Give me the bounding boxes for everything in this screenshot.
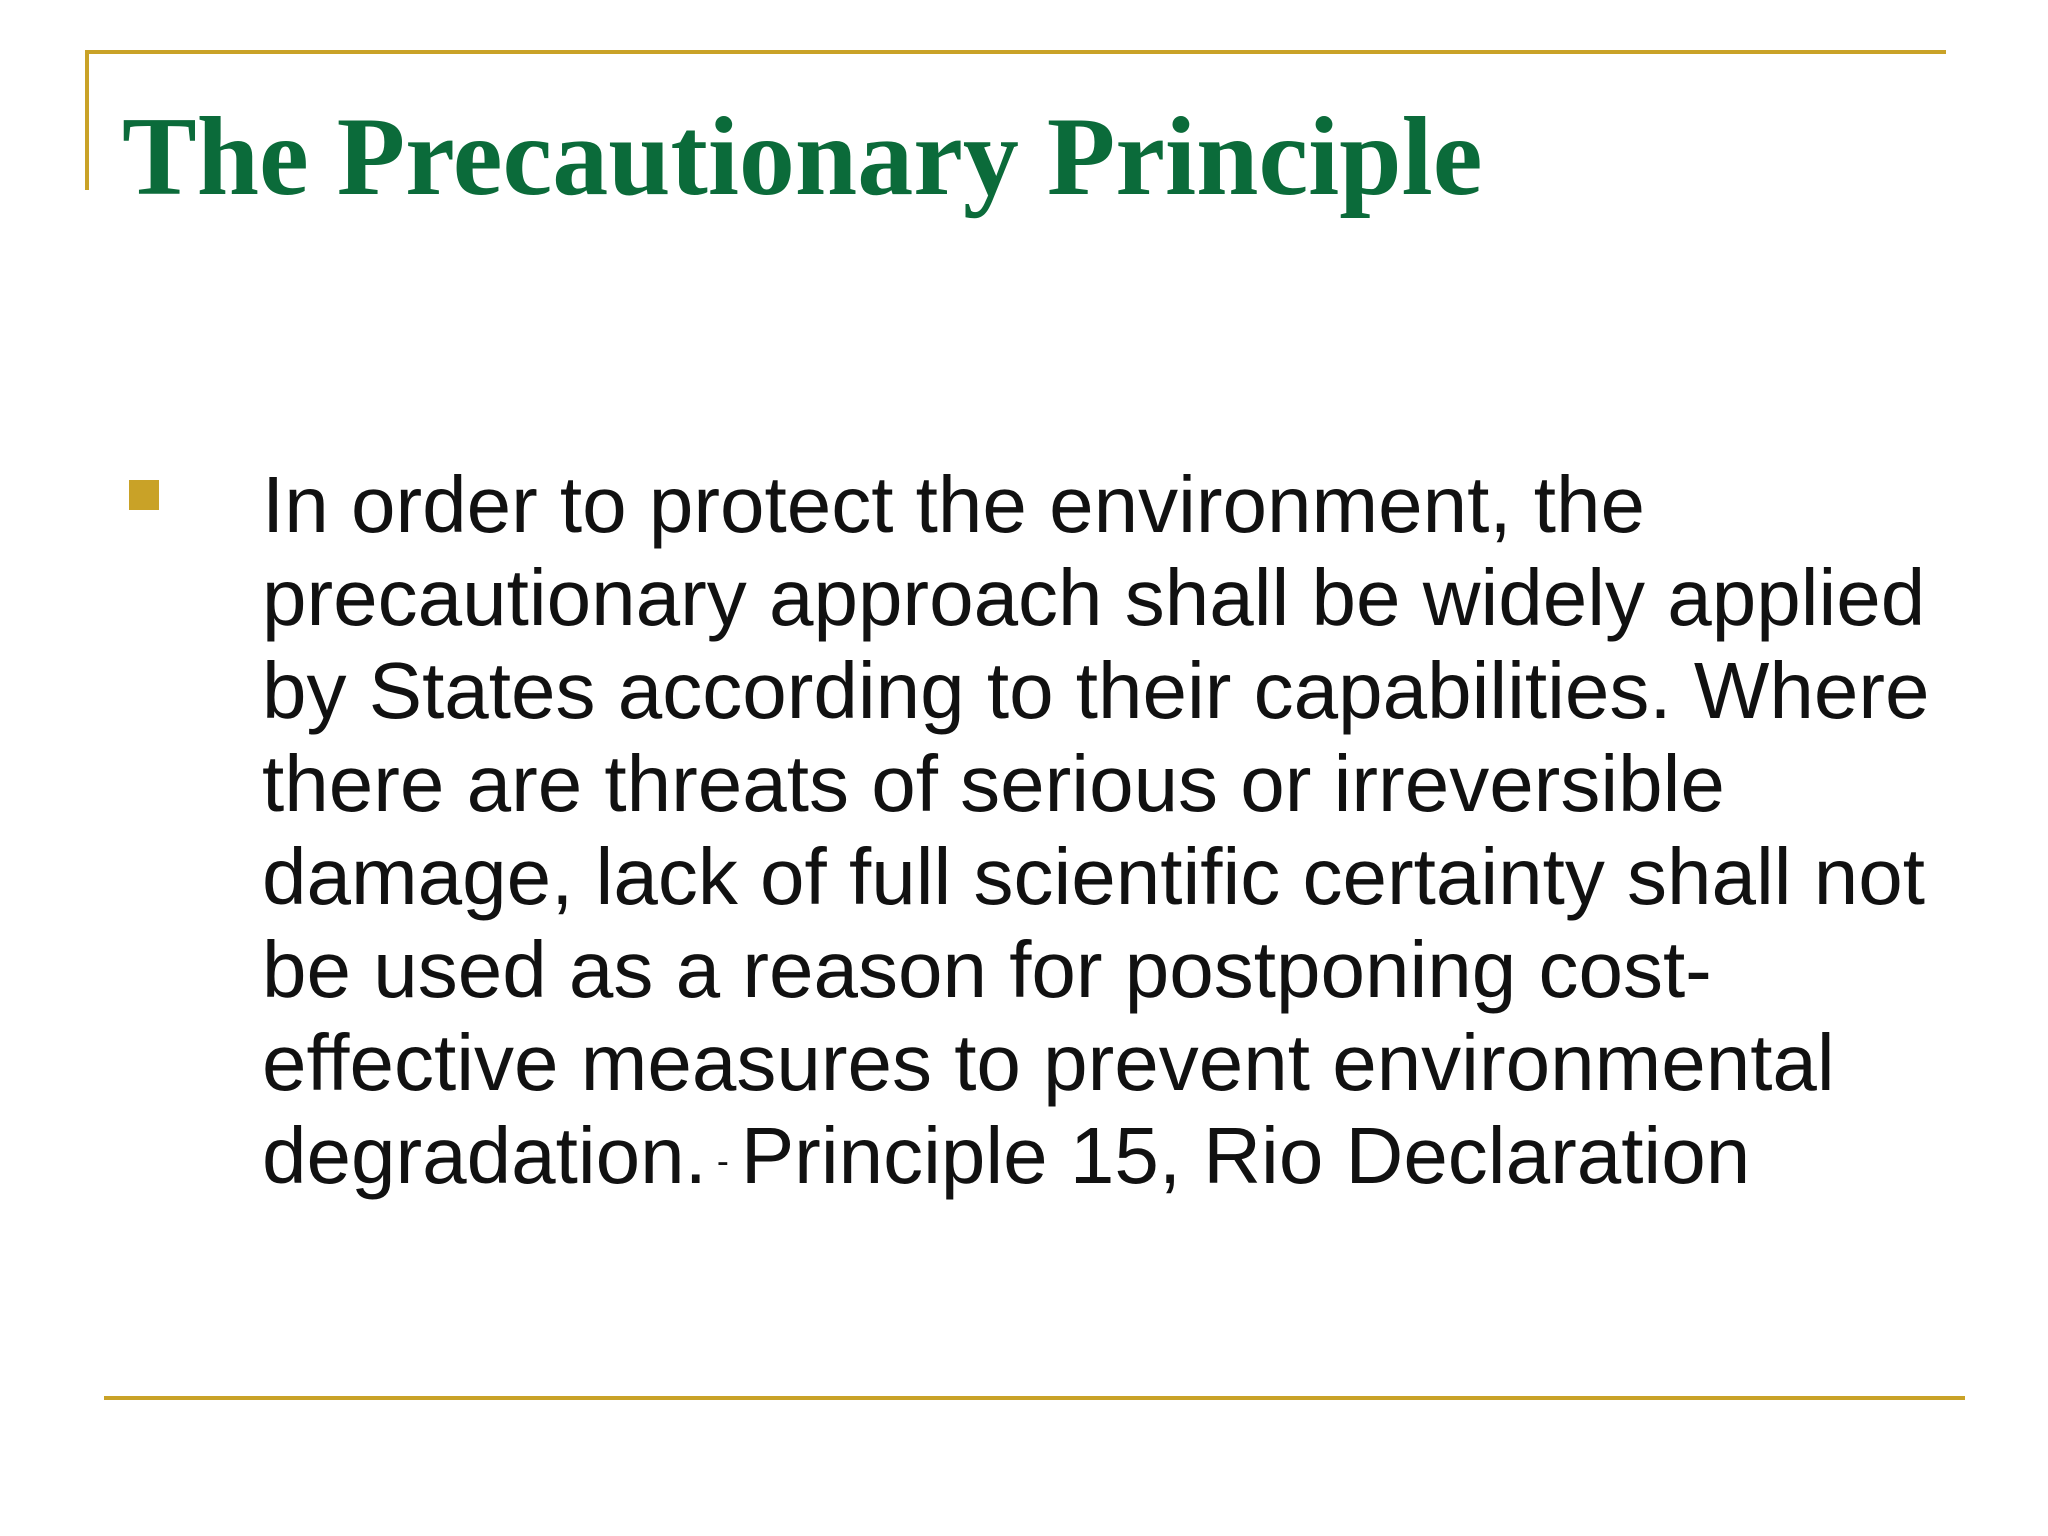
bullet-text xyxy=(262,458,2002,1217)
slide-title: The Precautionary Principle xyxy=(122,95,1483,219)
attribution-dash: - xyxy=(716,1140,729,1181)
quote-attribution: Principle 15, Rio Declaration xyxy=(740,1111,1751,1200)
bottom-divider xyxy=(104,1396,1965,1400)
quote-text: In order to protect the environment, the precautionary approach shall be widely applied by States according to their capabilities. Where there are threats of serious or irreversible damage, lack of full scientific certainty shall not be used as a reason for postponing cost-effective measures to prevent environmental degradation. xyxy=(262,460,1930,1200)
square-bullet-icon xyxy=(129,480,159,510)
